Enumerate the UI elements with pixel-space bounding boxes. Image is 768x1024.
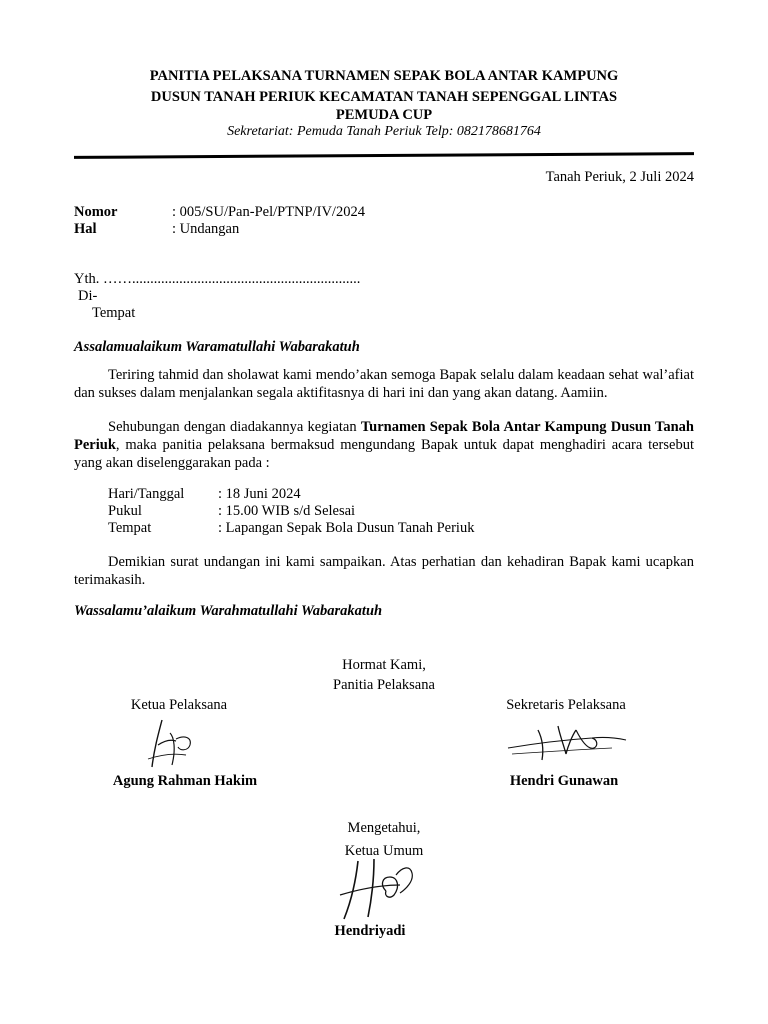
left-signature <box>140 715 220 770</box>
paragraph-1-text: Teriring tahmid dan sholawat kami mendo’akan semoga Bapak selalu dalam keadaan sehat wal’afiat dan sukses dalam menjalankan segala aktifitasnya di hari ini dan yang akan datang. Aamiin. <box>74 367 694 401</box>
closing-panitia: Panitia Pelaksana <box>333 677 435 693</box>
letterhead-line-1: PANITIA PELAKSANA TURNAMEN SEPAK BOLA ANTAR KAMPUNG <box>149 68 619 84</box>
event-date-value: : 18 Juni 2024 <box>218 486 301 502</box>
known-label: Mengetahui, <box>347 820 421 836</box>
right-signature <box>502 718 632 768</box>
event-time-value: : 15.00 WIB s/d Selesai <box>218 503 356 519</box>
paragraph-3-text: Demikian surat undangan ini kami sampaikan. Atas perhatian dan kehadiran Bapak kami ucapkan terimakasih. <box>74 554 694 588</box>
center-signatory-title: Ketua Umum <box>344 843 424 859</box>
place-date: Tanah Periuk, 2 Juli 2024 <box>545 169 694 185</box>
right-signatory-name: Hendri Gunawan <box>509 773 619 789</box>
closing-hormat: Hormat Kami, <box>342 657 426 673</box>
nomor-value: : 005/SU/Pan-Pel/PTNP/IV/2024 <box>172 204 365 220</box>
addressee-tempat: Tempat <box>92 305 136 321</box>
hal-value: : Undangan <box>172 221 240 237</box>
paragraph-2-text-after: , maka panitia pelaksana bermaksud mengundang Bapak untuk dapat menghadiri acara tersebut yang akan diselenggarakan pada : <box>74 437 694 471</box>
event-time-label: Pukul <box>108 503 142 519</box>
paragraph-2 <box>74 418 694 472</box>
event-place-label: Tempat <box>108 520 152 536</box>
letterhead-divider <box>74 152 694 159</box>
greeting-close: Wassalamu’alaikum Warahmatullahi Wabarakatuh <box>74 603 383 619</box>
center-signatory-name: Hendriyadi <box>334 923 406 939</box>
paragraph-2-text-before: Sehubungan dengan diadakannya kegiatan <box>108 419 361 435</box>
paragraph-1 <box>74 366 694 402</box>
greeting-open: Assalamualaikum Waramatullahi Wabarakatuh <box>74 339 360 355</box>
left-signatory-title: Ketua Pelaksana <box>130 697 228 713</box>
left-signatory-name: Agung Rahman Hakim <box>112 773 258 789</box>
addressee-di: Di- <box>78 288 98 304</box>
right-signatory-title: Sekretaris Pelaksana <box>506 697 626 713</box>
letterhead-line-3: PEMUDA CUP <box>335 107 433 123</box>
event-date-label: Hari/Tanggal <box>108 486 185 502</box>
paragraph-3 <box>74 553 694 589</box>
paragraph-2-event-name: Turnamen Sepak Bola Antar Kampung Dusun Tanah Periuk <box>74 419 694 453</box>
hal-label: Hal <box>74 221 97 237</box>
nomor-label: Nomor <box>74 204 118 220</box>
letterhead-secretariat: Sekretariat: Pemuda Tanah Periuk Telp: 082178681764 <box>227 124 541 139</box>
letterhead-line-2: DUSUN TANAH PERIUK KECAMATAN TANAH SEPENGGAL LINTAS <box>150 89 618 105</box>
addressee-yth: Yth. ……............................................................... <box>74 271 361 287</box>
center-signature <box>330 855 430 925</box>
event-place-value: : Lapangan Sepak Bola Dusun Tanah Periuk <box>218 520 475 536</box>
